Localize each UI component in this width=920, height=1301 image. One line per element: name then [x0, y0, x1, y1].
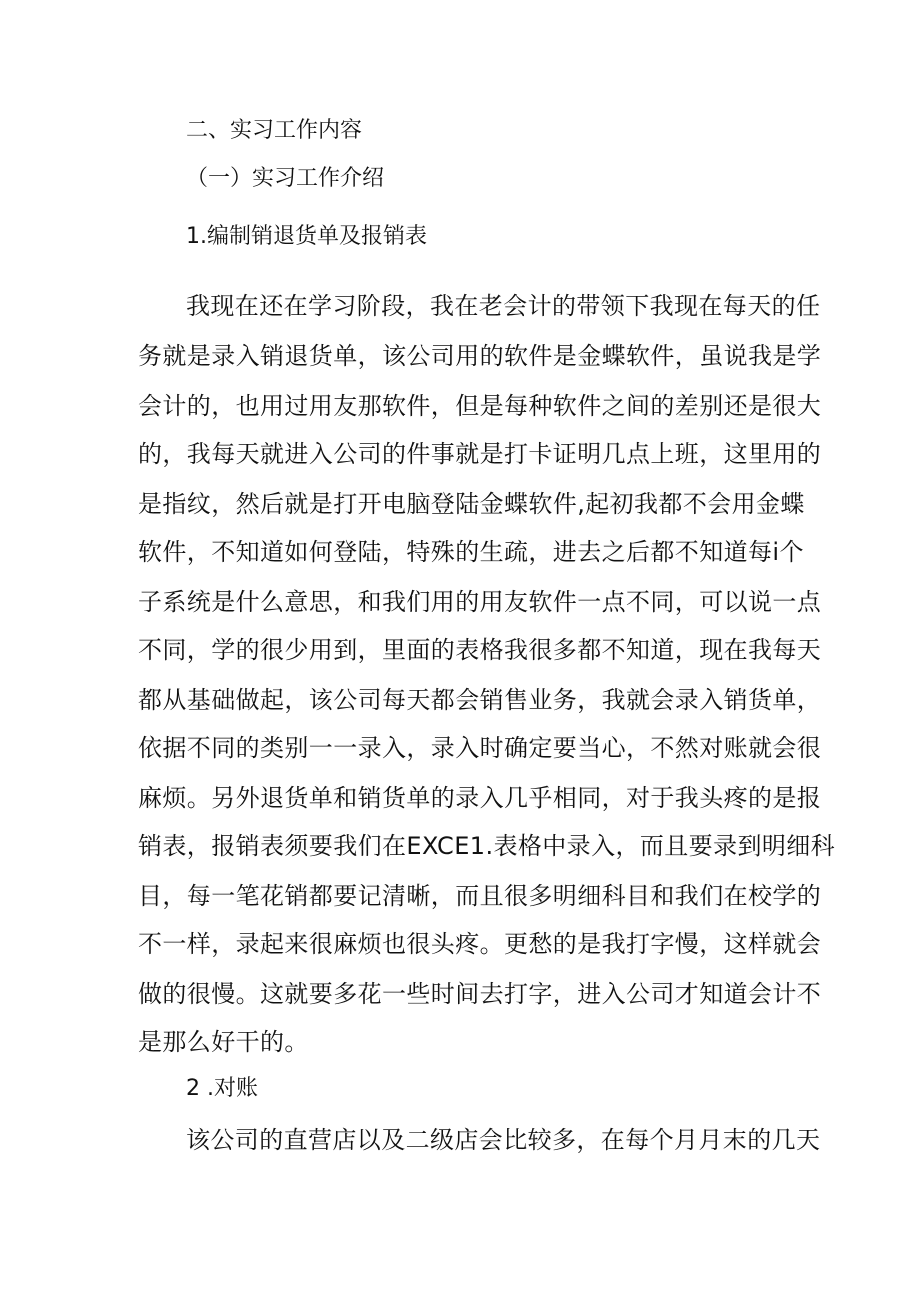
paragraph1-line: 软件，不知道如何登陆，特殊的生疏，进去之后都不知道每i个: [138, 538, 804, 566]
paragraph1-line: 不一样，录起来很麻烦也很头疼。更愁的是我打字慢，这样就会: [138, 930, 822, 958]
subsection-heading: （一）实习工作介绍: [186, 166, 385, 191]
paragraph1-line: 做的很慢。这就要多花一些时间去打字，进入公司才知道会计不: [138, 980, 822, 1008]
paragraph1-line: 麻烦。另外退货单和销货单的录入几乎相同，对于我头疼的是报: [138, 784, 822, 812]
paragraph1-line: 会计的，也用过用友那软件，但是每种软件之间的差别还是很大: [138, 392, 822, 420]
item1-title: 1.编制销退货单及报销表: [186, 224, 427, 249]
paragraph1-line: 是那么好干的。: [138, 1028, 309, 1056]
paragraph1-line: 务就是录入销退货单，该公司用的软件是金蝶软件，虽说我是学: [138, 342, 822, 370]
paragraph1-line: 是指纹，然后就是打开电脑登陆金蝶软件,起初我都不会用金蝶: [138, 490, 805, 518]
paragraph1-line: 都从基础做起，该公司每天都会销售业务，我就会录入销货单，: [138, 686, 822, 714]
paragraph2-line: 该公司的直营店以及二级店会比较多，在每个月月末的几天: [186, 1126, 821, 1154]
paragraph1-line: 目，每一笔花销都要记清晰，而且很多明细科目和我们在校学的: [138, 882, 822, 910]
paragraph1-line: 的，我每天就进入公司的件事就是打卡证明几点上班，这里用的: [138, 440, 822, 468]
item2-title: 2 .对账: [186, 1076, 258, 1101]
paragraph1-line: 我现在还在学习阶段，我在老会计的带领下我现在每天的任: [186, 292, 821, 320]
section-heading: 二、实习工作内容: [186, 118, 363, 143]
paragraph1-line: 销表，报销表须要我们在EXCE1.表格中录入，而且要录到明细科: [138, 832, 836, 860]
paragraph1-line: 不同，学的很少用到，里面的表格我很多都不知道，现在我每天: [138, 636, 822, 664]
paragraph1-line: 依据不同的类别一一录入，录入时确定要当心，不然对账就会很: [138, 734, 822, 762]
paragraph1-line: 子系统是什么意思，和我们用的用友软件一点不同，可以说一点: [138, 588, 822, 616]
